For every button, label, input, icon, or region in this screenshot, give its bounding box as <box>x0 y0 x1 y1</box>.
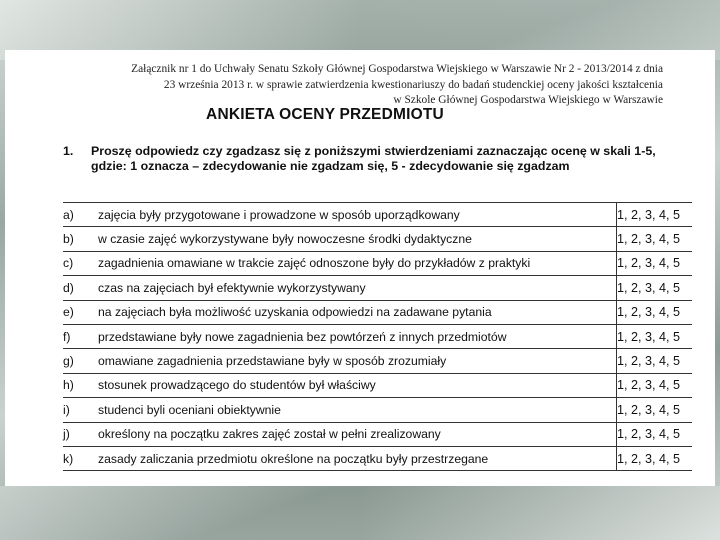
row-letter: a) <box>63 203 98 227</box>
header-line: Załącznik nr 1 do Uchwały Senatu Szkoły Głównej Gospodarstwa Wiejskiego w Warszawie Nr 2 - 2013/2014 z dnia <box>131 63 663 75</box>
row-letter: e) <box>63 300 98 324</box>
document-slide <box>5 50 715 486</box>
row-rating-scale[interactable]: 1, 2, 3, 4, 5 <box>617 398 693 422</box>
question-text: Proszę odpowiedz czy zgadzasz się z poniższymi stwierdzeniami zaznaczając ocenę w skali 1-5, gdzie: 1 oznacza – zdecydowanie nie zgadzam się, 5 - zdecydowanie się zgadzam <box>91 144 656 173</box>
row-statement: zagadnienia omawiane w trakcie zajęć odnoszone były do przykładów z praktyki <box>98 251 617 275</box>
document-title: ANKIETA OCENY PRZEDMIOTU <box>206 106 444 123</box>
survey-row <box>63 203 692 227</box>
row-rating-scale[interactable]: 1, 2, 3, 4, 5 <box>617 276 693 300</box>
row-statement: w czasie zajęć wykorzystywane były nowoczesne środki dydaktyczne <box>98 227 617 251</box>
row-statement: przedstawiane były nowe zagadnienia bez powtórzeń z innych przedmiotów <box>98 324 617 348</box>
row-statement: studenci byli oceniani obiektywnie <box>98 398 617 422</box>
row-statement: czas na zajęciach był efektywnie wykorzystywany <box>98 276 617 300</box>
header-line: 23 września 2013 r. w sprawie zatwierdzenia kwestionariuszy do badań studenckiej oceny jakości kształcenia <box>163 78 663 91</box>
row-rating-scale[interactable]: 1, 2, 3, 4, 5 <box>617 227 693 251</box>
survey-row <box>63 398 692 422</box>
survey-table <box>63 202 692 471</box>
row-rating-scale[interactable]: 1, 2, 3, 4, 5 <box>617 373 693 397</box>
row-letter: i) <box>63 398 98 422</box>
survey-row <box>63 349 692 373</box>
survey-row <box>63 251 692 275</box>
row-statement: zasady zaliczania przedmiotu określone na początku były przestrzegane <box>98 446 617 470</box>
row-rating-scale[interactable]: 1, 2, 3, 4, 5 <box>617 349 693 373</box>
survey-row <box>63 446 692 470</box>
row-rating-scale[interactable]: 1, 2, 3, 4, 5 <box>617 324 693 348</box>
row-statement: zajęcia były przygotowane i prowadzone w sposób uporządkowany <box>98 203 617 227</box>
survey-row <box>63 227 692 251</box>
survey-row <box>63 373 692 397</box>
row-rating-scale[interactable]: 1, 2, 3, 4, 5 <box>617 300 693 324</box>
row-rating-scale[interactable]: 1, 2, 3, 4, 5 <box>617 203 693 227</box>
row-statement: omawiane zagadnienia przedstawiane były w sposób zrozumiały <box>98 349 617 373</box>
row-letter: c) <box>63 251 98 275</box>
row-letter: k) <box>63 446 98 470</box>
row-letter: j) <box>63 422 98 446</box>
row-statement: określony na początku zakres zajęć został w pełni zrealizowany <box>98 422 617 446</box>
row-letter: h) <box>63 373 98 397</box>
row-letter: b) <box>63 227 98 251</box>
row-rating-scale[interactable]: 1, 2, 3, 4, 5 <box>617 422 693 446</box>
row-statement: na zajęciach była możliwość uzyskania odpowiedzi na zadawane pytania <box>98 300 617 324</box>
row-letter: g) <box>63 349 98 373</box>
row-rating-scale[interactable]: 1, 2, 3, 4, 5 <box>617 446 693 470</box>
document-header <box>5 62 663 109</box>
question-number: 1. <box>63 144 74 158</box>
background-band-bottom <box>0 486 720 540</box>
survey-row <box>63 276 692 300</box>
row-rating-scale[interactable]: 1, 2, 3, 4, 5 <box>617 251 693 275</box>
question-1 <box>63 144 663 174</box>
survey-row <box>63 300 692 324</box>
header-line: w Szkole Głównej Gospodarstwa Wiejskiego w Warszawie <box>393 94 663 106</box>
row-statement: stosunek prowadzącego do studentów był właściwy <box>98 373 617 397</box>
survey-row <box>63 324 692 348</box>
row-letter: f) <box>63 324 98 348</box>
survey-row <box>63 422 692 446</box>
row-letter: d) <box>63 276 98 300</box>
